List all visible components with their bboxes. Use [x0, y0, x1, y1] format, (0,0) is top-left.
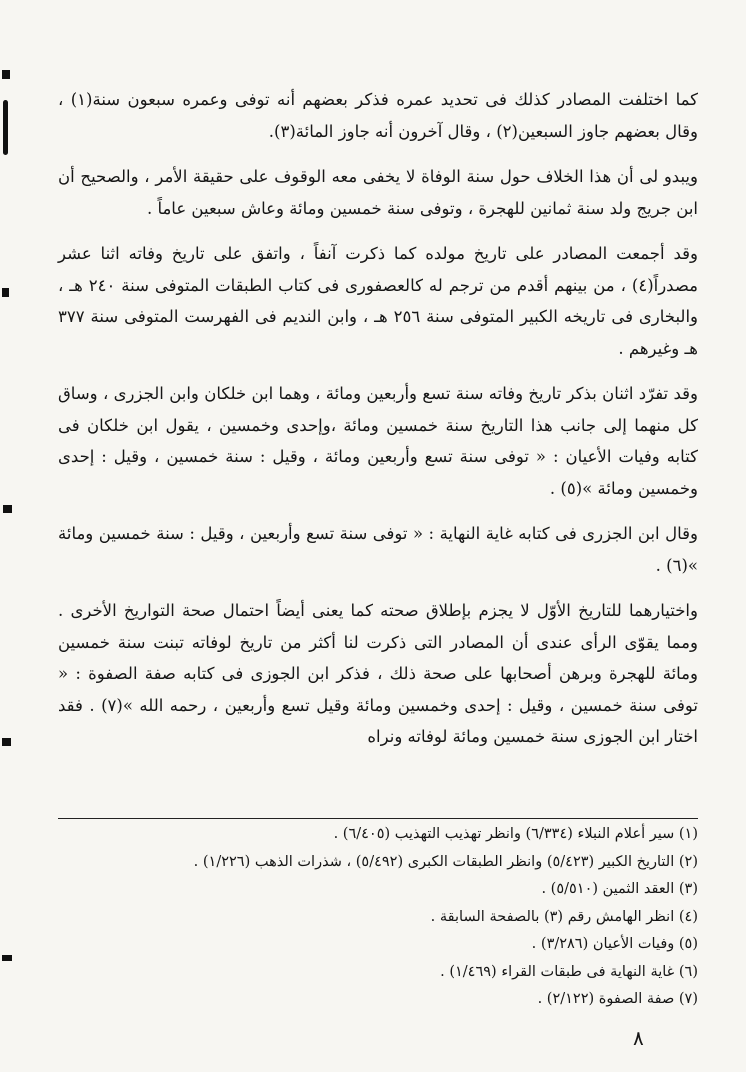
paragraph-ibn-khallikan: وقد تفرّد اثنان بذكر تاريخ وفاته سنة تسع وأربعين ومائة ، وهما ابن خلكان وابن الجزرى ، وساق كل منهما إلى جانب هذا التاريخ سنة خمسين ومائة ،وإحدى وخمسين ، يقول ابن خلكان فى كتابه وفيات الأعيان : « توفى سنة تسع وأربعين ومائة ، وقيل : سنة خمسين ، وقيل : إحدى وخمسين ومائة »(٥) . — [58, 384, 698, 498]
scan-mark — [2, 288, 9, 297]
paragraph-sources-agree: وقد أجمعت المصادر على تاريخ مولده كما ذكرت آنفاً ، واتفق على تاريخ وفاته اثنا عشر مصدراً(٤) ، من بينهم أقدم من ترجم له كالعصفورى فى كتاب الطبقات المتوفى سنة ٢٤٠ هـ ، والبخارى فى تاريخه الكبير المتوفى سنة ٢٥٦ هـ ، وابن النديم فى الفهرست المتوفى سنة ٣٧٧ هـ وغيرهم . — [58, 244, 699, 358]
body-text — [58, 84, 698, 767]
footnote-4: (٤) انظر الهامش رقم (٣) بالصفحة السابقة . — [430, 908, 698, 925]
scan-mark — [2, 738, 11, 746]
scan-mark — [2, 955, 12, 961]
scan-mark — [3, 505, 12, 513]
paragraph-death-age: كما اختلفت المصادر كذلك فى تحديد عمره فذكر بعضهم أنه توفى وعمره سبعون سنة(١) ، وقال بعضهم جاوز السبعين(٢) ، وقال آخرون أنه جاوز المائة(٣). — [58, 90, 698, 141]
footnote-7: (٧) صفة الصفوة (٢/١٢٢) . — [537, 991, 698, 1007]
paragraph-ibn-jawzi: واختيارهما للتاريخ الأوّل لا يجزم بإطلاق صحته كما يعنى أيضاً احتمال صحة التواريخ الأخرى . ومما يقوّى الرأى عندى أن المصادر التى ذكرت لنا أكثر من تاريخ لوفاته تبنت سنة خمسين ومائة للهجرة وبرهن أصحابها على صحة ذلك ، فذكر ابن الجوزى فى كتابه صفة الصفوة : « توفى سنة خمسين ، وقيل : إحدى وخمسين ومائة وقيل تسع وأربعين ، رحمه الله »(٧) . فقد اختار ابن الجوزى سنة خمسين ومائة لوفاته ونراه — [58, 601, 698, 746]
paragraph-correct-date: ويبدو لى أن هذا الخلاف حول سنة الوفاة لا يخفى معه الوقوف على حقيقة الأمر ، والصحيح أن ابن جريج ولد سنة ثمانين للهجرة ، وتوفى سنة خمسين ومائة وعاش سبعين عاماً . — [58, 167, 698, 218]
footnote-6: (٦) غاية النهاية فى طبقات القراء (١/٤٦٩) . — [440, 963, 698, 980]
footnote-divider — [58, 818, 698, 819]
paragraph-ibn-jazari: وقال ابن الجزرى فى كتابه غاية النهاية : « توفى سنة تسع وأربعين ، وقيل : سنة خمسين ومائة »(٦) . — [58, 524, 698, 575]
footnotes — [58, 821, 698, 1014]
footnote-3: (٣) العقد الثمين (٥/٥١٠) . — [541, 881, 698, 897]
footnote-2: (٢) التاريخ الكبير (٥/٤٢٣) وانظر الطبقات الكبرى (٥/٤٩٢) ، شذرات الذهب (١/٢٢٦) . — [193, 853, 698, 870]
scan-mark — [2, 70, 10, 79]
page-number: ٨ — [633, 1026, 644, 1050]
footnote-5: (٥) وفيات الأعيان (٣/٢٨٦) . — [531, 936, 698, 952]
footnote-1: (١) سير أعلام النبلاء (٦/٣٣٤) وانظر تهذيب التهذيب (٦/٤٠٥) . — [333, 826, 698, 842]
scan-mark — [3, 100, 8, 155]
